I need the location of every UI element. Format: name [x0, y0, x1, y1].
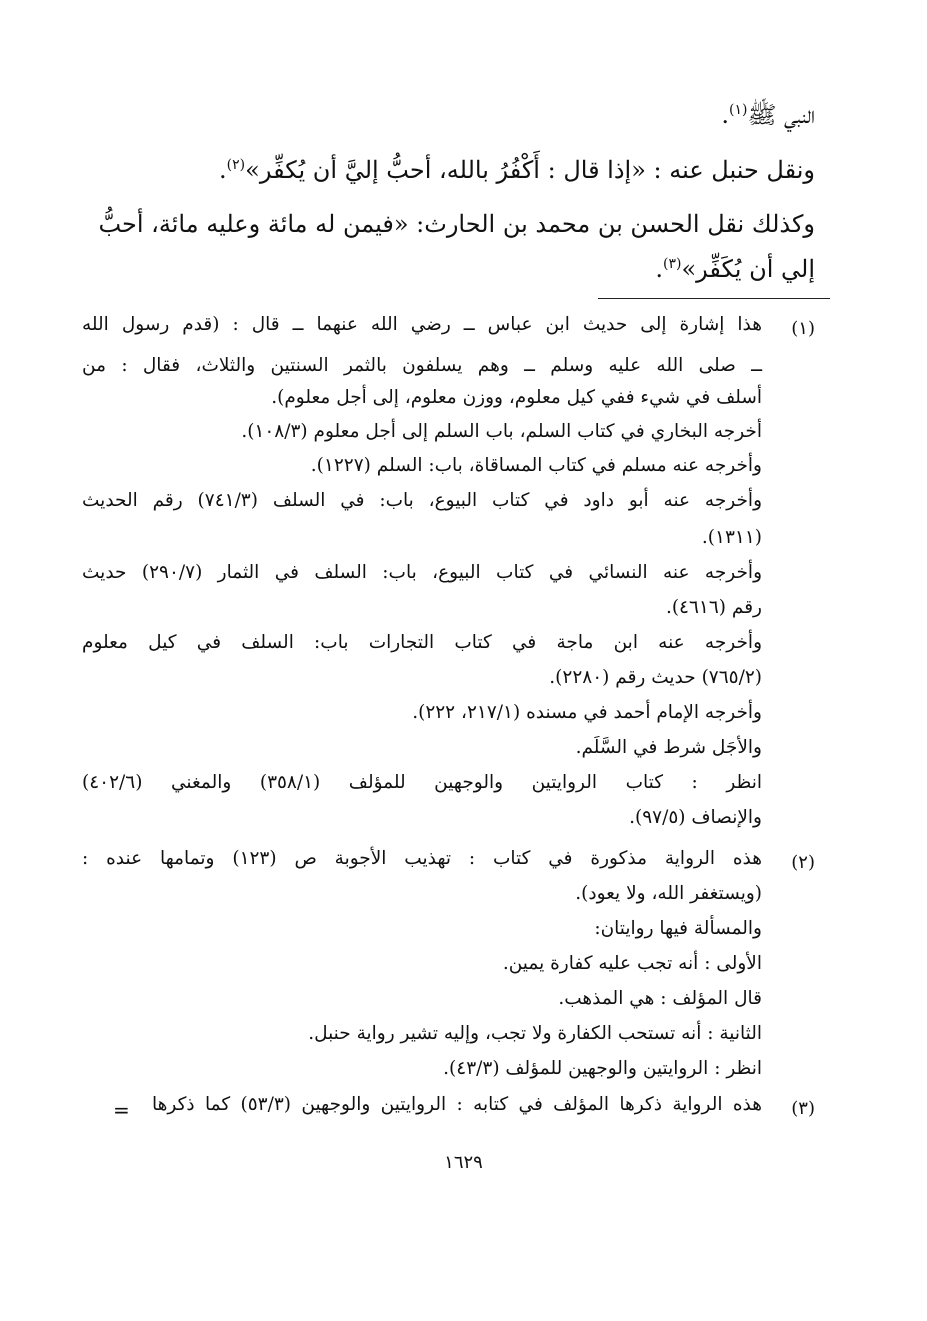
footnote-line: قال المؤلف : هي المذهب. — [558, 988, 762, 1009]
footnote-line: وأخرجه عنه ابن ماجة في كتاب التجارات باب: السلف في كيل معلوم — [82, 632, 762, 653]
footnote-separator — [598, 298, 830, 299]
footnote-ref-1[interactable]: (١) — [728, 102, 748, 118]
footnote-line: هذه الرواية مذكورة في كتاب : تهذيب الأجوبة ص (١٢٣) وتمامها عنده : — [82, 848, 763, 869]
footnote-line: وأخرجه عنه مسلم في كتاب المساقاة، باب: السلم (١٢٢٧). — [310, 455, 762, 476]
footnote-ref-3[interactable]: (٣) — [662, 256, 682, 272]
body-line-3 — [98, 210, 815, 238]
footnote-line: والأجَل شرط في السَّلَم. — [575, 737, 762, 758]
body-line-1: النبي ﷺ$^{(١)}$. — [721, 101, 815, 129]
page-number: ١٦٢٩ — [444, 1152, 483, 1173]
footnote-line: انظر : الروايتين والوجهين للمؤلف (٤٣/٣). — [443, 1058, 762, 1079]
footnote-line: أخرجه البخاري في كتاب السلم، باب السلم إلى أجل معلوم (١٠٨/٣). — [241, 421, 762, 442]
footnote-line: والإنصاف (٩٧/٥). — [629, 807, 762, 828]
footnote-line: وأخرجه الإمام أحمد في مسنده (٢١٧/١، ٢٢٢). — [412, 702, 762, 723]
footnote-line: ــ صلى الله عليه وسلم ــ وهم يسلفون بالثمر السنتين والثلاث، فقال : من — [82, 355, 762, 376]
footnote-number-3: (٣) — [791, 1098, 815, 1119]
footnote-line: هذه الرواية ذكرها المؤلف في كتابه : الروايتين والوجهين (٥٣/٣) كما ذكرها — [152, 1094, 762, 1115]
footnote-line: وأخرجه عنه النسائي في كتاب البيوع، باب: السلف في الثمار (٢٩٠/٧) حديث — [82, 562, 762, 583]
footnote-line: والمسألة فيها روايتان: — [594, 918, 762, 939]
footnote-number-2: (٢) — [791, 852, 815, 873]
footnote-line: (ويستغفر الله، ولا يعود). — [575, 883, 762, 904]
footnote-line: انظر : كتاب الروايتين والوجهين للمؤلف (٣٥٨/١) والمغني (٤٠٢/٦) — [82, 772, 762, 793]
body-line-2: ونقل حنبل عنه : «إذا قال : أَكْفُرُ بالله، أحبُّ إليَّ أن يُكفِّر»$^{(٢)}$. — [219, 156, 815, 184]
footnote-line: هذا إشارة إلى حديث ابن عباس ــ رضي الله عنهما ــ قال : (قدم رسول الله — [82, 314, 762, 335]
body-line-2-text: ونقل حنبل عنه : «إذا قال : أَكْفُرُ بالله، أحبُّ إليَّ أن يُكفِّر» — [245, 156, 815, 184]
footnote-line: الثانية : أنه تستحب الكفارة ولا تجب، وإليه تشير رواية حنبل. — [308, 1023, 762, 1044]
body-line-3-text: وكذلك نقل الحسن بن محمد بن الحارث: «فيمن له مائة وعليه مائة، أحبُّ — [98, 210, 815, 238]
continuation-mark: = — [113, 1098, 130, 1122]
footnote-line: أسلف في شيء ففي كيل معلوم، ووزن معلوم، إلى أجل معلوم). — [271, 387, 762, 408]
footnote-number-1: (١) — [791, 318, 815, 339]
footnote-ref-2[interactable]: (٢) — [226, 157, 246, 173]
footnote-line: وأخرجه عنه أبو داود في كتاب البيوع، باب: في السلف (٧٤١/٣) رقم الحديث — [82, 490, 763, 511]
body-line-4: إلي أن يُكَفِّر»$^{(٣)}$. — [655, 255, 815, 283]
footnote-line: الأولى : أنه تجب عليه كفارة يمين. — [502, 953, 762, 974]
footnote-line: (١٣١١). — [701, 527, 762, 548]
footnote-line: رقم (٤٦١٦). — [665, 597, 762, 618]
footnote-line: (٧٦٥/٢) حديث رقم (٢٢٨٠). — [549, 667, 762, 688]
body-line-4-text: إلي أن يُكَفِّر» — [681, 255, 815, 283]
body-line-1-text: النبي ﷺ — [747, 101, 815, 129]
